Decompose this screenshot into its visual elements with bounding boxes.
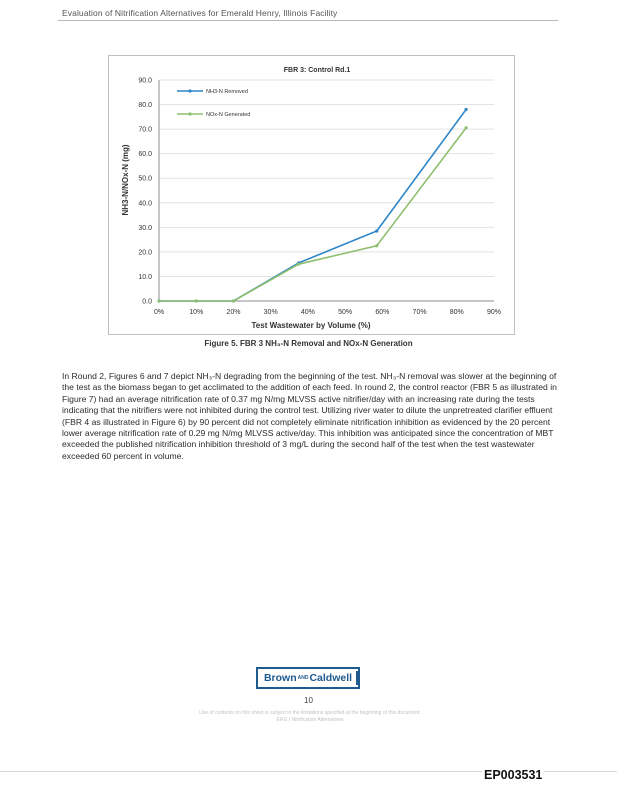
logo-accent-bar: [356, 671, 359, 685]
grid: [159, 80, 494, 276]
y-axis-label: NH3-N/NOx-N (mg): [121, 144, 130, 216]
brown-and-caldwell-logo: [256, 667, 360, 689]
data-point: [464, 108, 467, 111]
legend-label: NOx-N Generated: [206, 112, 251, 118]
body-paragraph: In Round 2, Figures 6 and 7 depict NH₃-N degrading from the beginning of the test. NH₃-N removal was slower at the beginning of the test as the biomass began to get acclimated to the addition of each feed. In round 2, the control reactor (FBR 5 as illustrated in Figure 7) had an average nitrification rate of 0.37 mg N/mg MLVSS active nitrifier/day with an increasing rate during the tests indicating that the nitrifiers were not inhibited during the control test. Utilizing river water to dilute the unpretreated clarifier effluent (FBR 4 as illustrated in Figure 6) by 90 percent did not completely eliminate nitrification inhibition as evidenced by the 20 percent lower average nitrification rate of 0.29 mg N/mg MLVSS active/day. This inhibition was anticipated since the concentration of MBT exceeded the published nitrification inhibition threshold of 3 mg/L during the second half of the test when the test wastewater exceeded 60 percent in volume.: [62, 371, 557, 461]
y-tick-label: 10.0: [138, 273, 152, 281]
legend-marker: [188, 89, 191, 92]
header-divider: [58, 20, 558, 21]
x-tick-label: 60%: [375, 309, 390, 316]
y-tick-labels: [138, 78, 152, 306]
page-number: 10: [304, 696, 313, 705]
series-nh3-n-removed: [157, 108, 467, 303]
x-tick-label: 70%: [412, 309, 427, 316]
series-line: [159, 109, 466, 301]
chart-frame: [108, 55, 515, 335]
bates-number: EP003531: [484, 768, 543, 782]
x-tick-label: 50%: [338, 309, 353, 316]
footer-fine-print: [160, 710, 460, 724]
data-point: [195, 299, 198, 302]
x-tick-label: 30%: [263, 309, 278, 316]
logo-and: AND: [297, 675, 309, 681]
y-tick-label: 20.0: [138, 249, 152, 257]
data-point: [232, 299, 235, 302]
figure-caption: Figure 5. FBR 3 NH₃-N Removal and NOx-N Generation: [204, 339, 413, 348]
data-point: [375, 244, 378, 247]
x-tick-label: 90%: [486, 309, 502, 316]
y-tick-label: 80.0: [138, 102, 152, 110]
logo-brown: Brown: [263, 672, 297, 684]
legend: [177, 89, 250, 118]
y-tick-label: 90.0: [138, 77, 152, 85]
y-tick-label: 50.0: [138, 175, 152, 183]
x-tick-label: 0%: [153, 309, 165, 316]
x-tick-labels: [154, 309, 501, 316]
running-header: Evaluation of Nitrification Alternatives for Emerald Henry, Illinois Facility: [62, 8, 338, 18]
logo-caldwell: Caldwell: [309, 672, 353, 684]
fine-print-line-2: ERG / Nitrification Alternatives: [276, 717, 344, 723]
chart-title: FBR 3: Control Rd.1: [283, 67, 351, 74]
fine-print-line-1: Use of contents on this sheet is subject to the limitations specified at the beginning of this document.: [199, 710, 421, 716]
legend-label: NH3-N Removed: [206, 89, 248, 95]
x-tick-label: 10%: [189, 309, 204, 316]
x-axis-label: Test Wastewater by Volume (%): [251, 321, 371, 330]
y-tick-label: 70.0: [138, 126, 152, 134]
y-tick-label: 60.0: [138, 151, 152, 159]
y-tick-label: 0.0: [142, 298, 152, 306]
data-point: [464, 126, 467, 129]
y-tick-label: 40.0: [138, 200, 152, 208]
x-tick-label: 80%: [449, 309, 464, 316]
series: [157, 108, 467, 303]
y-tick-label: 30.0: [138, 224, 152, 232]
data-point: [297, 263, 300, 266]
x-tick-label: 40%: [300, 309, 315, 316]
data-point: [375, 229, 378, 232]
legend-marker: [188, 112, 191, 115]
x-tick-label: 20%: [226, 309, 241, 316]
data-point: [157, 299, 160, 302]
line-chart: [109, 56, 514, 334]
